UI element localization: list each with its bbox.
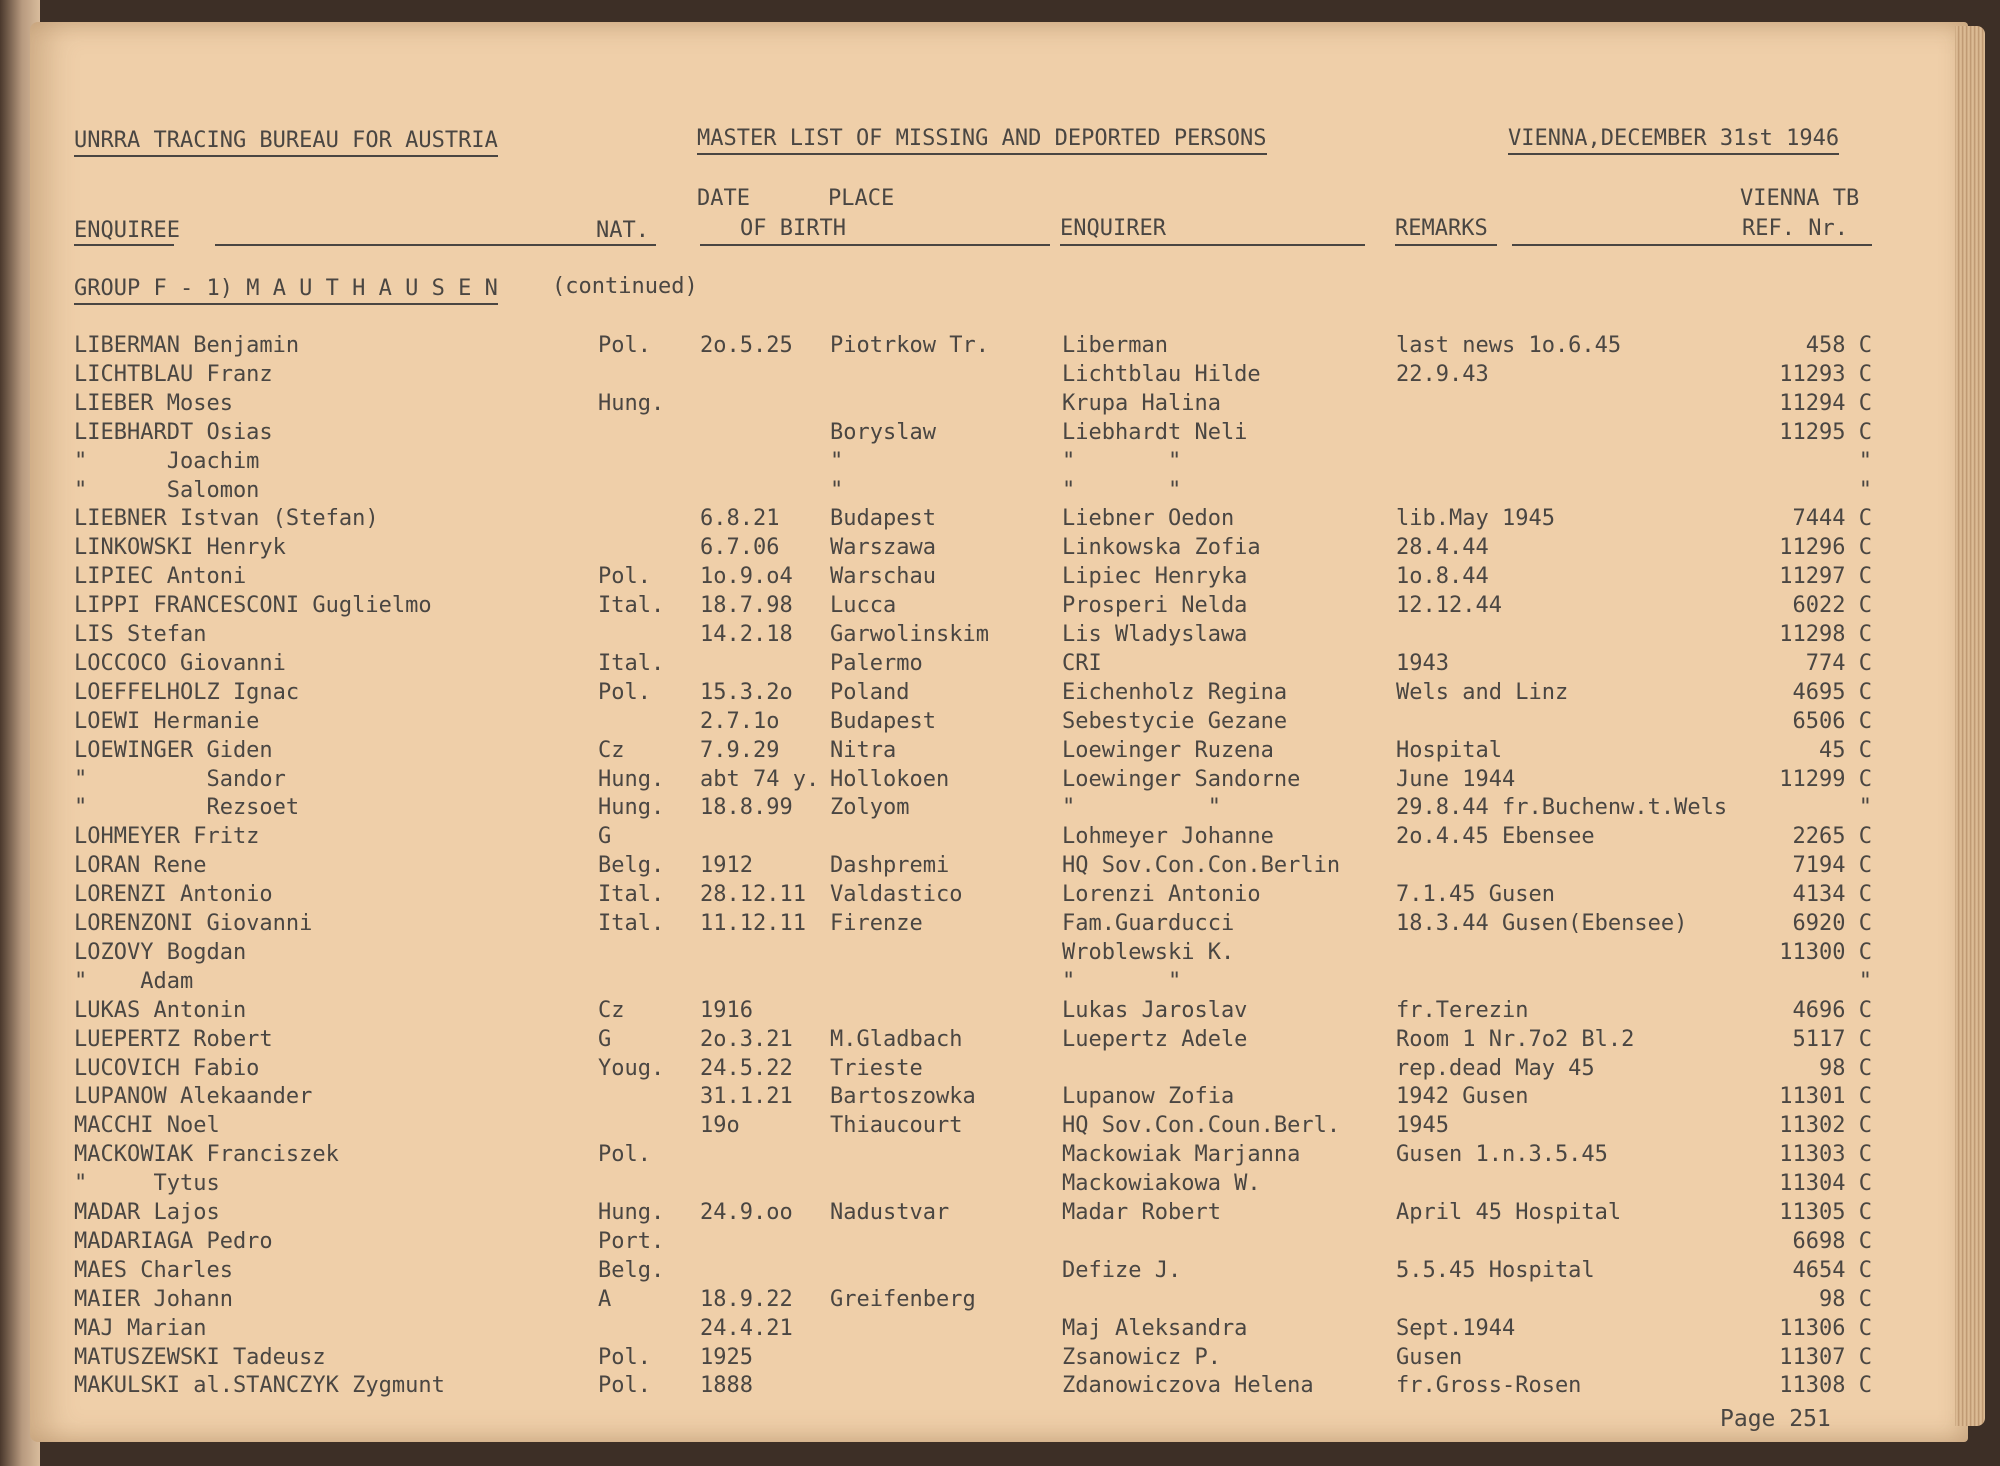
reference-number: 7194 C	[1792, 853, 1872, 879]
nationality: Port.	[598, 1228, 665, 1254]
birth-place: Lucca	[830, 593, 897, 619]
nationality: Hung.	[598, 795, 665, 821]
nationality: Ital.	[598, 882, 665, 908]
remarks: 1o.8.44	[1396, 564, 1489, 590]
rule-enquirer	[1060, 244, 1365, 246]
ledger-page	[30, 22, 1968, 1442]
birth-date: 1o.9.o4	[700, 564, 793, 590]
reference-number: 98 C	[1819, 1055, 1872, 1081]
reference-number: 11295 C	[1779, 419, 1872, 445]
enquirer-name: Defize J.	[1062, 1257, 1182, 1283]
enquirer-name: Liebner Oedon	[1062, 506, 1235, 532]
org-title: UNRRA TRACING BUREAU FOR AUSTRIA	[74, 128, 498, 157]
birth-place: Hollokoen	[830, 766, 950, 792]
reference-number: 45 C	[1819, 737, 1872, 763]
nationality: Hung.	[598, 1200, 665, 1225]
birth-date: 2.7.1o	[700, 708, 780, 734]
remarks: 12.12.44	[1396, 593, 1502, 619]
col-enquiree: ENQUIREE	[74, 218, 180, 243]
enquiree-name: " Adam	[74, 968, 194, 994]
reference-number: 7444 C	[1792, 506, 1872, 532]
enquirer-name: " "	[1062, 795, 1221, 821]
enquirer-name: Maj Aleksandra	[1062, 1315, 1248, 1341]
enquirer-name: Prosperi Nelda	[1062, 593, 1248, 619]
enquirer-name: Mackowiakowa W.	[1062, 1171, 1261, 1197]
reference-number: 4696 C	[1792, 997, 1872, 1023]
birth-date: 6.7.06	[700, 535, 780, 561]
birth-place: Garwolinskim	[830, 622, 989, 647]
reference-number: 11301 C	[1779, 1084, 1872, 1110]
enquirer-name: Wroblewski K.	[1062, 939, 1235, 965]
birth-date: 15.3.2o	[700, 679, 793, 705]
reference-number: 11294 C	[1779, 390, 1872, 416]
enquiree-name: LUCOVICH Fabio	[74, 1055, 260, 1081]
nationality: Pol.	[598, 333, 651, 358]
birth-place: Nitra	[830, 737, 897, 763]
col-enquirer: ENQUIRER	[1060, 216, 1166, 241]
reference-number: 11298 C	[1779, 622, 1872, 647]
reference-number: 11305 C	[1779, 1200, 1872, 1225]
remarks: 7.1.45 Gusen	[1396, 882, 1555, 908]
reference-number: 2265 C	[1792, 824, 1872, 850]
enquiree-name: " Tytus	[74, 1171, 220, 1197]
nationality: Pol.	[598, 564, 651, 590]
nationality: Youg.	[598, 1055, 665, 1081]
enquirer-name: Linkowska Zofia	[1062, 535, 1261, 561]
birth-date: 2o.3.21	[700, 1026, 793, 1052]
enquiree-name: " Joachim	[74, 448, 260, 474]
enquirer-name: Liebhardt Neli	[1062, 419, 1248, 445]
rule-enquiree-long	[215, 244, 650, 246]
birth-date: 31.1.21	[700, 1084, 793, 1110]
enquiree-name: LORAN Rene	[74, 853, 207, 879]
reference-number: 6506 C	[1792, 708, 1872, 734]
page-stack-edge	[1955, 26, 1985, 1426]
nationality: Cz	[598, 997, 625, 1023]
enquiree-name: LOEFFELHOLZ Ignac	[74, 679, 300, 705]
rule-enquiree	[74, 244, 174, 246]
enquiree-name: LIEBHARDT Osias	[74, 419, 273, 445]
remarks: 5.5.45 Hospital	[1396, 1257, 1595, 1283]
enquirer-name: Mackowiak Marjanna	[1062, 1142, 1301, 1168]
remarks: 18.3.44 Gusen(Ebensee)	[1396, 911, 1688, 936]
reference-number: 11300 C	[1779, 939, 1872, 965]
nationality: Belg.	[598, 853, 665, 879]
enquirer-name: Lupanow Zofia	[1062, 1084, 1235, 1110]
reference-number: 6920 C	[1792, 911, 1872, 936]
enquiree-name: LOEWI Hermanie	[74, 708, 260, 734]
remarks: 28.4.44	[1396, 535, 1489, 561]
enquirer-name: HQ Sov.Con.Coun.Berl.	[1062, 1113, 1341, 1139]
enquiree-name: MADAR Lajos	[74, 1200, 220, 1225]
reference-number: 11308 C	[1779, 1373, 1872, 1399]
enquiree-name: LUPANOW Alekaander	[74, 1084, 313, 1110]
nationality: Hung.	[598, 390, 665, 416]
nationality: Pol.	[598, 1142, 651, 1168]
remarks: 1943	[1396, 650, 1449, 676]
enquiree-name: MACKOWIAK Franciszek	[74, 1142, 339, 1168]
birth-place: Poland	[830, 679, 910, 705]
birth-place: Zolyom	[830, 795, 910, 821]
remarks: 1945	[1396, 1113, 1449, 1139]
reference-number: 4134 C	[1792, 882, 1872, 908]
remarks: June 1944	[1396, 766, 1516, 792]
birth-place: Nadustvar	[830, 1200, 950, 1225]
enquiree-name: LOEWINGER Giden	[74, 737, 273, 763]
rule-birth	[700, 244, 1050, 246]
remarks: Wels and Linz	[1396, 679, 1569, 705]
nationality: G	[598, 1026, 612, 1052]
nationality: Pol.	[598, 679, 651, 705]
birth-place: Palermo	[830, 650, 923, 676]
reference-number: 6698 C	[1792, 1228, 1872, 1254]
birth-place: Warszawa	[830, 535, 936, 561]
birth-date: 28.12.11	[700, 882, 806, 908]
remarks: April 45 Hospital	[1396, 1200, 1622, 1225]
enquirer-name: Lukas Jaroslav	[1062, 997, 1248, 1023]
enquiree-name: LOZOVY Bogdan	[74, 939, 247, 965]
enquiree-name: " Salomon	[74, 477, 260, 503]
remarks: rep.dead May 45	[1396, 1055, 1595, 1081]
enquiree-name: MATUSZEWSKI Tadeusz	[74, 1344, 326, 1370]
enquiree-name: " Rezsoet	[74, 795, 300, 821]
birth-date: 1888	[700, 1373, 753, 1399]
reference-number: 11296 C	[1779, 535, 1872, 561]
nationality: Belg.	[598, 1257, 665, 1283]
birth-place: Greifenberg	[830, 1286, 976, 1312]
nationality: G	[598, 824, 612, 850]
enquirer-name: Eichenholz Regina	[1062, 679, 1288, 705]
reference-number: 11304 C	[1779, 1171, 1872, 1197]
reference-number: 11299 C	[1779, 766, 1872, 792]
col-ref-top: VIENNA TB	[1740, 186, 1860, 211]
birth-date: 24.5.22	[700, 1055, 793, 1081]
birth-date: 19o	[700, 1113, 740, 1139]
reference-number: 774 C	[1805, 650, 1872, 676]
birth-date: 7.9.29	[700, 737, 780, 763]
rule-nat	[596, 244, 656, 246]
nationality: Ital.	[598, 593, 665, 619]
group-name: M A U T H A U S E N	[246, 276, 498, 301]
remarks: fr.Terezin	[1396, 997, 1529, 1023]
col-remarks: REMARKS	[1395, 216, 1488, 241]
enquiree-name: MACCHI Noel	[74, 1113, 220, 1139]
enquirer-name: Krupa Halina	[1062, 390, 1221, 416]
reference-number: 11293 C	[1779, 361, 1872, 387]
reference-number: 11303 C	[1779, 1142, 1872, 1168]
nationality: Pol.	[598, 1373, 651, 1399]
enquirer-name: Lis Wladyslawa	[1062, 622, 1248, 647]
enquiree-name: LIEBNER Istvan (Stefan)	[74, 506, 379, 532]
birth-date: 1912	[700, 853, 753, 879]
enquirer-name: CRI	[1062, 650, 1102, 676]
enquirer-name: Zdanowiczova Helena	[1062, 1373, 1314, 1399]
enquiree-name: LOCCOCO Giovanni	[74, 650, 286, 676]
enquirer-name: Lorenzi Antonio	[1062, 882, 1261, 908]
reference-number: 11302 C	[1779, 1113, 1872, 1139]
enquirer-name: Fam.Guarducci	[1062, 911, 1235, 936]
page-number: Page 251	[1720, 1406, 1831, 1432]
enquirer-name: Sebestycie Gezane	[1062, 708, 1288, 734]
nationality: Cz	[598, 737, 625, 763]
enquirer-name: HQ Sov.Con.Con.Berlin	[1062, 853, 1341, 879]
reference-number: 4695 C	[1792, 679, 1872, 705]
enquiree-name: MAES Charles	[74, 1257, 233, 1283]
birth-date: 24.9.oo	[700, 1200, 793, 1225]
group-code: GROUP F - 1)	[74, 276, 233, 301]
remarks: Sept.1944	[1396, 1315, 1516, 1341]
birth-place: Budapest	[830, 506, 936, 532]
reference-number: "	[1858, 968, 1872, 994]
remarks: Hospital	[1396, 737, 1502, 763]
rule-remarks	[1395, 244, 1497, 246]
col-date-top: DATE	[697, 186, 750, 211]
birth-place: Dashpremi	[830, 853, 950, 879]
col-birth: OF BIRTH	[740, 216, 846, 241]
rule-ref	[1512, 244, 1872, 246]
enquiree-name: MAKULSKI al.STANCZYK Zygmunt	[74, 1373, 445, 1399]
enquirer-name: Loewinger Sandorne	[1062, 766, 1301, 792]
reference-number: 11297 C	[1779, 564, 1872, 590]
list-title: MASTER LIST OF MISSING AND DEPORTED PERSONS	[697, 126, 1267, 155]
reference-number: 458 C	[1805, 333, 1872, 358]
remarks: Gusen 1.n.3.5.45	[1396, 1142, 1608, 1168]
remarks: 2o.4.45 Ebensee	[1396, 824, 1595, 850]
nationality: Ital.	[598, 650, 665, 676]
enquiree-name: LORENZI Antonio	[74, 882, 273, 908]
group-label	[74, 276, 498, 305]
reference-number: 11306 C	[1779, 1315, 1872, 1341]
nationality: A	[598, 1286, 612, 1312]
enquirer-name: Lohmeyer Johanne	[1062, 824, 1274, 850]
birth-date: 18.9.22	[700, 1286, 793, 1312]
birth-date: 11.12.11	[700, 911, 806, 936]
birth-place: Firenze	[830, 911, 923, 936]
remarks: fr.Gross-Rosen	[1396, 1373, 1582, 1399]
enquiree-name: LIBERMAN Benjamin	[74, 333, 300, 358]
birth-date: 24.4.21	[700, 1315, 793, 1341]
enquirer-name: Luepertz Adele	[1062, 1026, 1248, 1052]
birth-place: M.Gladbach	[830, 1026, 963, 1052]
enquirer-name: Loewinger Ruzena	[1062, 737, 1274, 763]
remarks: Gusen	[1396, 1344, 1463, 1370]
reference-number: "	[1858, 477, 1872, 503]
birth-place: Bartoszowka	[830, 1084, 976, 1110]
col-nat: NAT.	[596, 218, 649, 243]
nationality: Pol.	[598, 1344, 651, 1370]
reference-number: 11307 C	[1779, 1344, 1872, 1370]
enquirer-name: " "	[1062, 968, 1182, 994]
birth-place: Budapest	[830, 708, 936, 734]
birth-place: Piotrkow Tr.	[830, 333, 989, 358]
birth-place: "	[830, 448, 844, 474]
enquiree-name: " Sandor	[74, 766, 286, 792]
enquiree-name: LICHTBLAU Franz	[74, 361, 273, 387]
birth-date: 18.7.98	[700, 593, 793, 619]
birth-place: Boryslaw	[830, 419, 936, 445]
enquiree-name: MADARIAGA Pedro	[74, 1228, 273, 1254]
birth-date: abt 74 y.	[700, 766, 820, 792]
enquiree-name: MAIER Johann	[74, 1286, 233, 1312]
nationality: Hung.	[598, 766, 665, 792]
birth-date: 14.2.18	[700, 622, 793, 647]
birth-place: Thiaucourt	[830, 1113, 963, 1139]
enquirer-name: Madar Robert	[1062, 1200, 1221, 1225]
birth-place: Warschau	[830, 564, 936, 590]
enquiree-name: LUEPERTZ Robert	[74, 1026, 273, 1052]
remarks: Room 1 Nr.7o2 Bl.2	[1396, 1026, 1635, 1052]
reference-number: 98 C	[1819, 1286, 1872, 1312]
enquiree-name: LORENZONI Giovanni	[74, 911, 313, 936]
reference-number: "	[1858, 448, 1872, 474]
remarks: last news 1o.6.45	[1396, 333, 1622, 358]
enquiree-name: LUKAS Antonin	[74, 997, 247, 1023]
enquiree-name: LINKOWSKI Henryk	[74, 535, 286, 561]
reference-number: 5117 C	[1792, 1026, 1872, 1052]
enquirer-name: " "	[1062, 448, 1182, 474]
reference-number: 6022 C	[1792, 593, 1872, 619]
birth-date: 18.8.99	[700, 795, 793, 821]
group-note: (continued)	[552, 274, 698, 299]
enquirer-name: " "	[1062, 477, 1182, 503]
col-ref-bottom: REF. Nr.	[1742, 216, 1848, 241]
birth-place: Trieste	[830, 1055, 923, 1081]
enquirer-name: Liberman	[1062, 333, 1168, 358]
enquiree-name: LIPPI FRANCESCONI Guglielmo	[74, 593, 432, 619]
enquirer-name: Lipiec Henryka	[1062, 564, 1248, 590]
enquiree-name: LIPIEC Antoni	[74, 564, 247, 590]
enquiree-name: LOHMEYER Fritz	[74, 824, 260, 850]
enquiree-name: LIS Stefan	[74, 622, 207, 647]
birth-place: "	[830, 477, 844, 503]
birth-date: 6.8.21	[700, 506, 780, 532]
birth-date: 1925	[700, 1344, 753, 1370]
list-date: VIENNA,DECEMBER 31st 1946	[1508, 126, 1839, 155]
remarks: lib.May 1945	[1396, 506, 1555, 532]
remarks: 29.8.44 fr.Buchenw.t.Wels	[1396, 795, 1728, 821]
enquiree-name: MAJ Marian	[74, 1315, 207, 1341]
remarks: 1942 Gusen	[1396, 1084, 1529, 1110]
birth-place: Valdastico	[830, 882, 963, 908]
col-place-top: PLACE	[828, 186, 895, 211]
enquiree-name: LIEBER Moses	[74, 390, 233, 416]
reference-number: "	[1858, 795, 1872, 821]
reference-number: 4654 C	[1792, 1257, 1872, 1283]
remarks: 22.9.43	[1396, 361, 1489, 387]
nationality: Ital.	[598, 911, 665, 936]
birth-date: 1916	[700, 997, 753, 1023]
enquirer-name: Lichtblau Hilde	[1062, 361, 1261, 387]
birth-date: 2o.5.25	[700, 333, 793, 358]
enquirer-name: Zsanowicz P.	[1062, 1344, 1221, 1370]
